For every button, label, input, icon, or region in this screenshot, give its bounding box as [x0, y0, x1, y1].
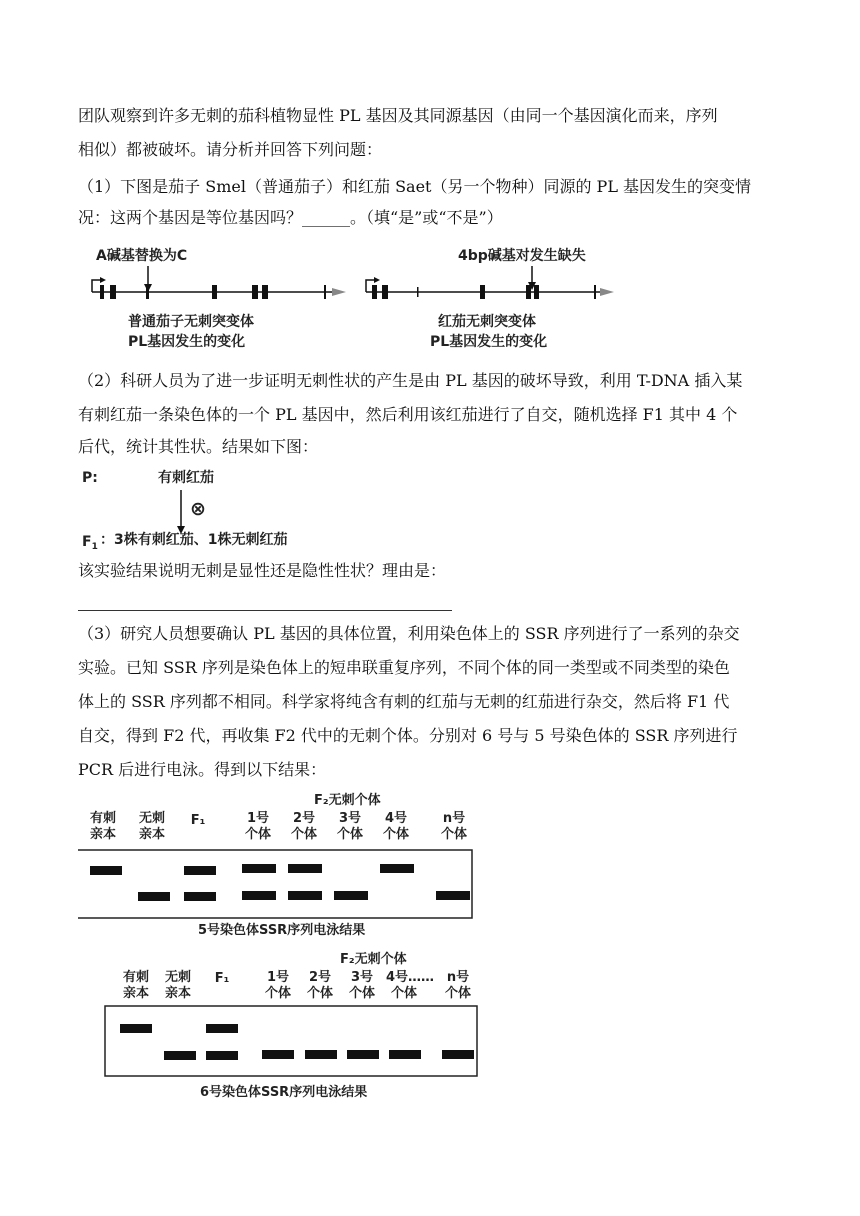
svg-text:个体: 个体 — [440, 827, 468, 842]
gel-band — [184, 892, 216, 901]
svg-text:亲本: 亲本 — [122, 986, 150, 1001]
question-1-line-2: 况：这两个基因是等位基因吗？______。（填“是”或“不是”） — [78, 208, 503, 227]
svg-text:个体: 个体 — [336, 827, 364, 842]
svg-text:亲本: 亲本 — [89, 827, 117, 842]
svg-text:F₁: F₁ — [214, 971, 230, 986]
question-3-line-2: 实验。已知 SSR 序列是染色体上的短串联重复序列，不同个体的同一类型或不同类型的染色 — [78, 658, 730, 677]
gel-band — [262, 1050, 294, 1059]
question-2-line-1: （2）科研人员为了进一步证明无刺性状的产生是由 PL 基因的破坏导致，利用 T-DNA 插入某 — [78, 371, 743, 390]
gel-band — [288, 864, 322, 873]
lane-header-2 — [165, 969, 191, 1001]
svg-text:4号: 4号 — [384, 811, 408, 826]
svg-text:个体: 个体 — [306, 986, 334, 1001]
smel-gene-diagram — [92, 247, 346, 350]
left-caption-2: PL基因发生的变化 — [128, 334, 246, 350]
gel-band — [380, 864, 414, 873]
intro-line-1: 团队观察到许多无刺的茄科植物显性 PL 基因及其同源基因（由同一个基因演化而来，序列 — [78, 106, 718, 125]
svg-text:2号: 2号 — [292, 811, 316, 826]
svg-text:n号: n号 — [442, 811, 466, 826]
svg-text:个体: 个体 — [290, 827, 318, 842]
svg-text:有刺: 有刺 — [122, 970, 150, 985]
svg-text:有刺: 有刺 — [89, 811, 117, 826]
gel-frame — [78, 850, 472, 918]
svg-text:3号: 3号 — [338, 811, 362, 826]
lane-header-3 — [191, 813, 206, 828]
gel-band — [305, 1050, 337, 1059]
right-caption-2: PL基因发生的变化 — [430, 334, 548, 350]
svg-text:无刺: 无刺 — [164, 970, 192, 985]
gel-frame — [105, 1006, 477, 1076]
parent-label: 有刺红茄 — [158, 470, 214, 486]
svg-text:F₁: F₁ — [190, 813, 206, 828]
gel-band — [138, 892, 170, 901]
right-caption-1: 红茄无刺突变体 — [438, 314, 536, 330]
lane-header-5 — [291, 810, 317, 842]
question-3-line-4: 自交，得到 F2 代，再收集 F2 代中的无刺个体。分别对 6 号与 5 号染色体的 SSR 序列进行 — [78, 726, 738, 745]
question-2-line-4: 该实验结果说明无刺是显性还是隐性性状？理由是： — [78, 561, 447, 580]
lane-header-1 — [90, 810, 116, 842]
gel-band — [184, 866, 216, 875]
left-mutation-label: A碱基替换为C — [96, 248, 188, 264]
svg-text:个体: 个体 — [348, 986, 376, 1001]
lane-header-5 — [307, 969, 333, 1001]
intro-line-2: 相似）都被破坏。请分析并回答下列问题： — [78, 140, 383, 159]
svg-text:1号: 1号 — [266, 970, 290, 985]
lane-header-8 — [445, 969, 471, 1001]
svg-text:个体: 个体 — [444, 986, 472, 1001]
lane-header-8 — [441, 810, 467, 842]
gene-mutation-figure — [80, 240, 620, 355]
gel-band — [90, 866, 122, 875]
question-3-line-3: 体上的 SSR 序列都不相同。科学家将纯含有刺的红茄与无刺的红茄进行杂交，然后将 F1 代 — [78, 692, 730, 711]
svg-text:个体: 个体 — [382, 827, 410, 842]
chr5-gel-figure — [78, 788, 478, 940]
svg-text:4号……: 4号…… — [385, 970, 435, 985]
gel-band — [242, 864, 276, 873]
svg-text:2号: 2号 — [308, 970, 332, 985]
lane-header-4 — [265, 969, 291, 1001]
f2-group-title: F₂无刺个体 — [314, 793, 381, 808]
lane-header-6 — [349, 969, 375, 1001]
answer-blank-line — [78, 610, 452, 611]
gel-band — [242, 891, 276, 900]
svg-text:亲本: 亲本 — [164, 986, 192, 1001]
lane-header-7 — [386, 969, 434, 1001]
svg-text:1号: 1号 — [246, 811, 270, 826]
f2-group-title: F₂无刺个体 — [340, 952, 407, 967]
gel-band — [206, 1051, 238, 1060]
gel-band — [206, 1024, 238, 1033]
chr6-gel-caption: 6号染色体SSR序列电泳结果 — [200, 1085, 368, 1100]
lane-header-3 — [215, 971, 230, 986]
saet-gene-diagram — [366, 247, 614, 350]
svg-text:3号: 3号 — [350, 970, 374, 985]
question-2-line-2: 有刺红茄一条染色体的一个 PL 基因中，然后利用该红茄进行了自交，随机选择 F1 其中 4 个 — [78, 405, 738, 424]
gel-band — [389, 1050, 421, 1059]
f1-result: ：3株有刺红茄、1株无刺红茄 — [100, 532, 288, 548]
left-caption-1: 普通茄子无刺突变体 — [128, 314, 254, 330]
right-mutation-label: 4bp碱基对发生缺失 — [458, 248, 586, 264]
chr5-gel-caption: 5号染色体SSR序列电泳结果 — [198, 923, 366, 938]
lane-header-1 — [123, 969, 149, 1001]
question-3-line-1: （3）研究人员想要确认 PL 基因的具体位置，利用染色体上的 SSR 序列进行了一系列的杂交 — [78, 624, 740, 643]
gel-band — [164, 1051, 196, 1060]
gel-band — [288, 891, 322, 900]
selfing-cross-figure — [78, 464, 348, 550]
question-3-line-5: PCR 后进行电泳。得到以下结果： — [78, 760, 327, 779]
question-2-line-3: 后代，统计其性状。结果如下图： — [78, 437, 319, 456]
svg-text:亲本: 亲本 — [138, 827, 166, 842]
chr6-gel-figure — [104, 948, 484, 1104]
lane-header-7 — [383, 810, 409, 842]
gel-band — [120, 1024, 152, 1033]
svg-text:个体: 个体 — [244, 827, 272, 842]
lane-header-6 — [337, 810, 363, 842]
lane-header-4 — [245, 810, 271, 842]
gel-band — [436, 891, 470, 900]
svg-text:n号: n号 — [446, 970, 470, 985]
f1-label: $F_1$ — [82, 534, 98, 550]
gel-band — [334, 891, 368, 900]
question-1-line-1: （1）下图是茄子 Smel（普通茄子）和红茄 Saet（另一个物种）同源的 PL 基因发生的突变情 — [78, 177, 752, 196]
svg-text:无刺: 无刺 — [138, 811, 166, 826]
lane-header-2 — [139, 810, 165, 842]
svg-text:个体: 个体 — [264, 986, 292, 1001]
gel-band — [347, 1050, 379, 1059]
p-generation-label: P: — [82, 470, 98, 486]
selfing-symbol-icon: ⊗ — [190, 498, 206, 520]
promoter-arrow-icon — [92, 280, 100, 292]
gel-band — [442, 1050, 474, 1059]
svg-text:个体: 个体 — [390, 986, 418, 1001]
